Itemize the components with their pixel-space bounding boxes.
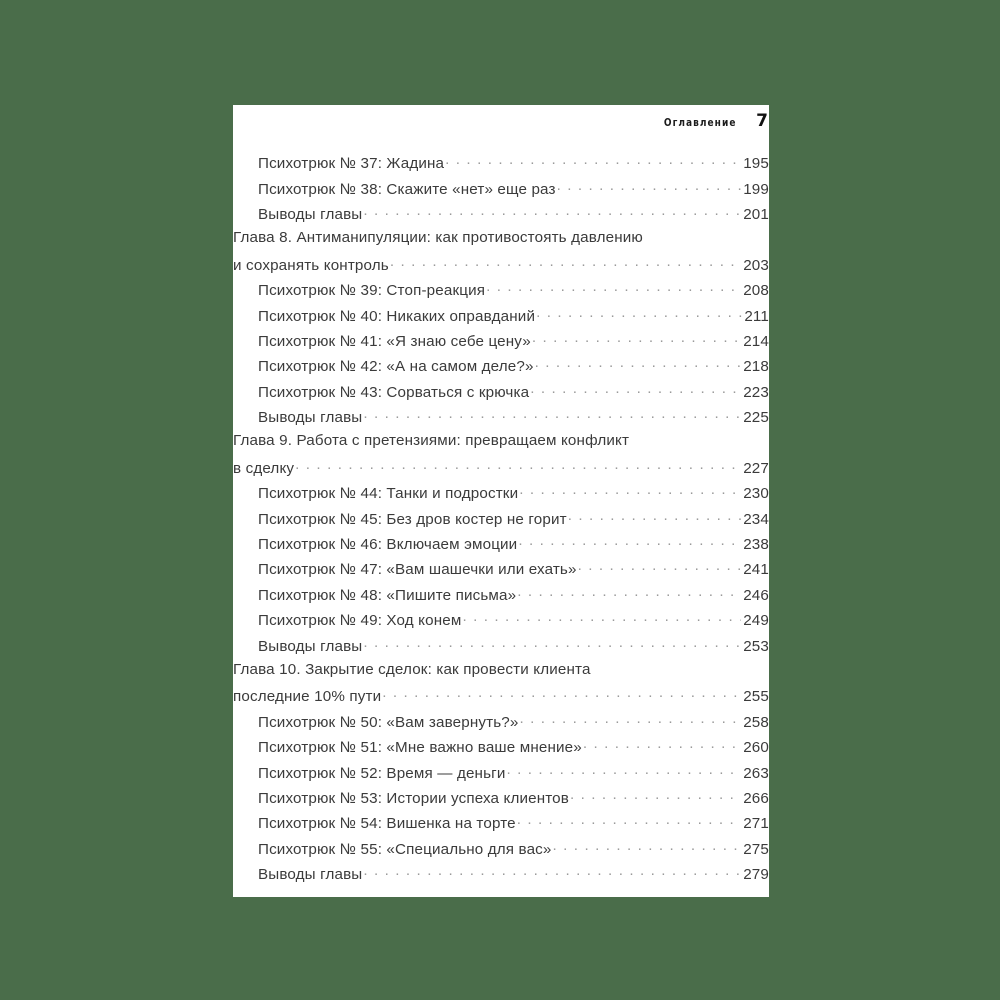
toc-entry-page-number: 275: [743, 840, 769, 858]
toc-entry-line[interactable]: [233, 839, 769, 864]
toc-entry-page-number: 203: [743, 256, 769, 274]
toc-entry-line[interactable]: [233, 305, 769, 330]
dot-leader: [486, 280, 741, 295]
toc-entry-label: и сохранять контроль: [233, 256, 389, 274]
dot-leader: [557, 178, 742, 193]
toc-entry-page-number: 208: [743, 282, 769, 300]
toc-entry-line[interactable]: [233, 559, 769, 584]
toc-entry-page-number: 214: [743, 332, 769, 350]
dot-leader: [570, 788, 741, 803]
toc-entry-label: Психотрюк № 45: Без дров костер не горит: [258, 510, 567, 528]
toc-entry-line[interactable]: [233, 407, 769, 432]
dot-leader: [568, 508, 742, 523]
dot-leader: [363, 635, 741, 650]
toc-entry-page-number: 238: [743, 536, 769, 554]
dot-leader: [532, 331, 741, 346]
toc-entry-label: Глава 8. Антиманипуляции: как противостоять давлению: [233, 229, 643, 247]
toc-entry-label: Глава 10. Закрытие сделок: как провести клиента: [233, 660, 591, 678]
dot-leader: [519, 712, 741, 727]
toc-entry-label: Психотрюк № 40: Никаких оправданий: [258, 307, 536, 325]
dot-leader: [517, 585, 741, 600]
toc-entry-page-number: 263: [743, 764, 769, 782]
toc-entry-label: Психотрюк № 44: Танки и подростки: [258, 485, 519, 503]
toc-entry-label: Психотрюк № 38: Скажите «нет» еще раз: [258, 180, 556, 198]
dot-leader: [390, 255, 741, 270]
toc-entry-line[interactable]: [233, 153, 769, 178]
running-head: [658, 111, 768, 131]
toc-entry-label: Психотрюк № 52: Время — деньги: [258, 764, 506, 782]
toc-entry-page-number: 218: [743, 358, 769, 376]
dot-leader: [363, 204, 741, 219]
toc-chapter-line[interactable]: [233, 458, 769, 483]
dot-leader: [462, 610, 741, 625]
toc-entry-line[interactable]: [233, 864, 769, 889]
toc-entry-line[interactable]: [233, 813, 769, 838]
toc-entry-page-number: 271: [743, 815, 769, 833]
dot-leader: [583, 737, 741, 752]
toc-entry-line[interactable]: [233, 280, 769, 305]
toc-entry-line[interactable]: [233, 610, 769, 635]
toc-entry-line[interactable]: [233, 483, 769, 508]
toc-entry-page-number: 201: [743, 205, 769, 223]
toc-entry-line[interactable]: [233, 382, 769, 407]
toc-entry-line[interactable]: [233, 712, 769, 737]
dot-leader: [530, 382, 741, 397]
toc-entry-line[interactable]: [233, 508, 769, 533]
toc-entry-label: Психотрюк № 50: «Вам завернуть?»: [258, 713, 519, 731]
dot-leader: [445, 153, 741, 168]
page-number: 7: [756, 111, 768, 131]
toc-entry-line[interactable]: [233, 762, 769, 787]
toc-entry-label: Выводы главы: [258, 205, 363, 223]
toc-entry-page-number: 260: [743, 739, 769, 757]
toc-entry-page-number: 279: [743, 866, 769, 884]
toc-entry-page-number: 227: [743, 459, 769, 477]
toc-entry-page-number: 258: [743, 713, 769, 731]
dot-leader: [535, 356, 742, 371]
toc-entry-label: Психотрюк № 48: «Пишите письма»: [258, 586, 517, 604]
toc-entry-label: Выводы главы: [258, 866, 363, 884]
toc-entry-page-number: 211: [744, 307, 769, 325]
toc-entry-line[interactable]: [233, 635, 769, 660]
toc-entry-line[interactable]: [233, 331, 769, 356]
toc-entry-page-number: 230: [743, 485, 769, 503]
toc-entry-label: Психотрюк № 37: Жадина: [258, 155, 445, 173]
toc-entry-page-number: 225: [743, 409, 769, 427]
toc-entry-label: Психотрюк № 51: «Мне важно ваше мнение»: [258, 739, 582, 757]
toc-entry-label: Психотрюк № 55: «Специально для вас»: [258, 840, 552, 858]
book-page: [233, 105, 769, 897]
dot-leader: [363, 407, 741, 422]
toc-entry-label: Психотрюк № 53: Истории успеха клиентов: [258, 789, 569, 807]
toc-entry-line[interactable]: [233, 356, 769, 381]
dot-leader: [517, 813, 741, 828]
toc-entry-label: последние 10% пути: [233, 688, 382, 706]
toc-entry-line[interactable]: [233, 585, 769, 610]
toc-entry-page-number: 255: [743, 688, 769, 706]
toc-entry-page-number: 246: [743, 586, 769, 604]
toc-entry-label: Психотрюк № 41: «Я знаю себе цену»: [258, 332, 531, 350]
dot-leader: [519, 483, 741, 498]
toc-entry-line[interactable]: [233, 737, 769, 762]
table-of-contents: [233, 153, 769, 889]
dot-leader: [506, 762, 741, 777]
toc-entry-label: Психотрюк № 47: «Вам шашечки или ехать»: [258, 561, 577, 579]
toc-entry-page-number: 195: [743, 155, 769, 173]
toc-chapter-line[interactable]: [233, 661, 769, 686]
toc-entry-page-number: 266: [743, 789, 769, 807]
toc-entry-label: Выводы главы: [258, 637, 363, 655]
toc-chapter-line[interactable]: [233, 229, 769, 254]
toc-entry-label: Психотрюк № 49: Ход конем: [258, 612, 462, 630]
toc-entry-page-number: 253: [743, 637, 769, 655]
dot-leader: [553, 839, 742, 854]
toc-entry-label: Психотрюк № 46: Включаем эмоции: [258, 536, 518, 554]
toc-entry-label: Психотрюк № 54: Вишенка на торте: [258, 815, 516, 833]
toc-entry-page-number: 234: [743, 510, 769, 528]
dot-leader: [295, 458, 741, 473]
dot-leader: [536, 305, 742, 320]
toc-entry-page-number: 199: [743, 180, 769, 198]
toc-entry-line[interactable]: [233, 204, 769, 229]
toc-entry-line[interactable]: [233, 788, 769, 813]
toc-entry-label: Психотрюк № 42: «А на самом деле?»: [258, 358, 534, 376]
toc-entry-label: Психотрюк № 39: Стоп-реакция: [258, 282, 486, 300]
toc-entry-label: Глава 9. Работа с претензиями: превращаем конфликт: [233, 432, 630, 450]
toc-chapter-line[interactable]: [233, 255, 769, 280]
toc-entry-page-number: 223: [743, 383, 769, 401]
dot-leader: [518, 534, 741, 549]
toc-entry-line[interactable]: [233, 178, 769, 203]
toc-chapter-line[interactable]: [233, 686, 769, 711]
toc-entry-label: Психотрюк № 43: Сорваться с крючка: [258, 383, 530, 401]
toc-entry-line[interactable]: [233, 534, 769, 559]
toc-entry-label: Выводы главы: [258, 409, 363, 427]
toc-entry-page-number: 249: [743, 612, 769, 630]
dot-leader: [382, 686, 741, 701]
dot-leader: [578, 559, 742, 574]
dot-leader: [363, 864, 741, 879]
running-head-title: Оглавление: [663, 117, 737, 129]
toc-chapter-line[interactable]: [233, 432, 769, 457]
toc-entry-label: в сделку: [233, 459, 295, 477]
toc-entry-page-number: 241: [743, 561, 769, 579]
